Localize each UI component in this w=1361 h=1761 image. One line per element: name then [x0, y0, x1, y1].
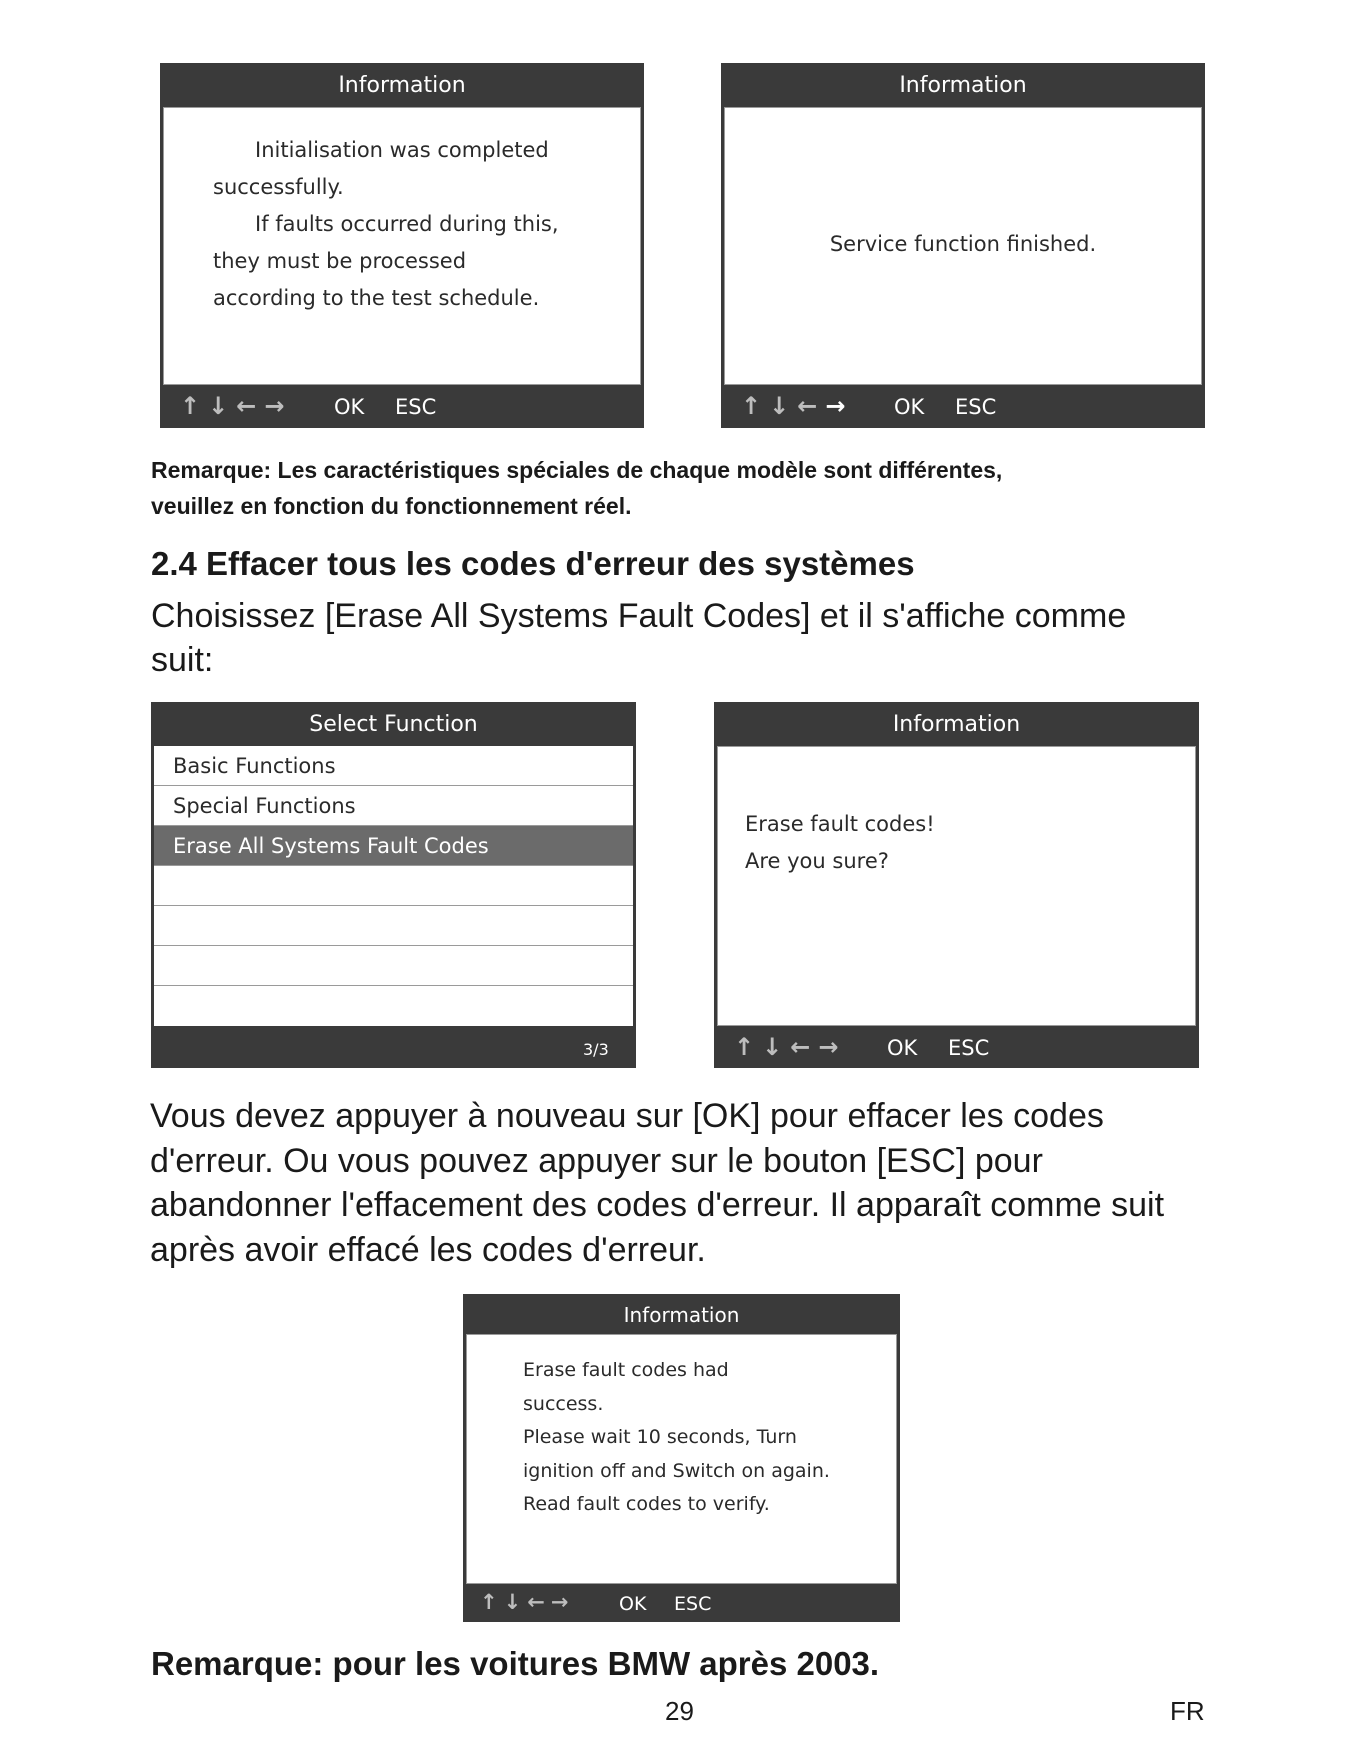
message-line: If faults occurred during this, — [255, 212, 559, 236]
menu-item-empty — [154, 946, 633, 986]
message-line: Erase fault codes! — [745, 812, 935, 836]
navigation-arrows — [741, 392, 845, 420]
intro-line: suit: — [151, 641, 214, 679]
section-intro — [151, 594, 1126, 682]
ok-button[interactable]: OK — [619, 1593, 647, 1615]
screen-title: Select Function — [309, 712, 478, 737]
message-line: according to the test schedule. — [213, 286, 540, 310]
ok-button[interactable]: OK — [894, 395, 925, 419]
erase-confirm-screen — [714, 702, 1199, 1068]
screen-title: Information — [892, 712, 1021, 737]
screen-title: Information — [623, 1303, 740, 1327]
remark-line: veuillez en fonction du fonctionnement réel. — [151, 493, 632, 519]
menu-item-special-functions[interactable]: Special Functions — [154, 786, 633, 826]
section-heading: 2.4 Effacer tous les codes d'erreur des systèmes — [151, 545, 915, 582]
arrow-up-icon[interactable]: ↑ — [734, 1033, 755, 1061]
arrow-right-icon[interactable]: → — [264, 392, 285, 420]
menu-item-empty — [154, 986, 633, 1026]
ok-button[interactable]: OK — [334, 395, 365, 419]
screen-body — [724, 107, 1202, 385]
paragraph-line: d'erreur. Ou vous pouvez appuyer sur le bouton [ESC] pour — [150, 1141, 1043, 1180]
esc-button[interactable]: ESC — [948, 1036, 990, 1060]
arrow-right-icon[interactable]: → — [818, 1033, 839, 1061]
page-number: 29 — [665, 1696, 694, 1726]
arrow-down-icon[interactable]: ↓ — [762, 1033, 783, 1061]
message-line: ignition off and Switch on again. — [523, 1459, 830, 1482]
menu-item-empty — [154, 906, 633, 946]
arrow-right-icon[interactable]: → — [550, 1590, 569, 1614]
paragraph-line: abandonner l'effacement des codes d'erreur. Il apparaît comme suit — [150, 1186, 1165, 1224]
message-line: Erase fault codes had — [523, 1359, 729, 1381]
arrow-down-icon[interactable]: ↓ — [769, 392, 790, 420]
screen-footer — [463, 1584, 900, 1622]
intro-line: Choisissez [Erase All Systems Fault Codes] et il s'affiche comme — [151, 597, 1127, 635]
screen-footer — [151, 1026, 636, 1068]
function-list — [154, 746, 633, 1026]
instruction-paragraph — [150, 1094, 1164, 1272]
info-screen-service-finished — [721, 63, 1205, 428]
screen-body — [163, 107, 641, 385]
remark-note — [151, 452, 1002, 524]
arrow-up-icon[interactable]: ↑ — [480, 1590, 498, 1614]
esc-button[interactable]: ESC — [955, 395, 997, 419]
menu-item-erase-all-fault-codes[interactable]: Erase All Systems Fault Codes — [154, 826, 633, 866]
esc-button[interactable]: ESC — [395, 395, 437, 419]
arrow-left-icon[interactable]: ← — [797, 392, 818, 420]
navigation-arrows — [480, 1590, 568, 1614]
message-line: Initialisation was completed — [255, 138, 549, 162]
message-line: they must be processed — [213, 249, 467, 273]
arrow-down-icon[interactable]: ↓ — [503, 1590, 522, 1614]
screen-body — [717, 746, 1196, 1026]
arrow-down-icon[interactable]: ↓ — [208, 392, 229, 420]
arrow-up-icon[interactable]: ↑ — [180, 392, 201, 420]
page-indicator: 3/3 — [583, 1040, 609, 1059]
select-function-screen — [151, 702, 636, 1068]
arrow-left-icon[interactable]: ← — [236, 392, 257, 420]
remark-line: Remarque: Les caractéristiques spéciales de chaque modèle sont différentes, — [151, 457, 1003, 483]
message-line: Are you sure? — [745, 849, 889, 873]
menu-item-empty — [154, 866, 633, 906]
message-line: Read fault codes to verify. — [523, 1493, 770, 1515]
screen-title: Information — [338, 73, 466, 98]
message-line: success. — [523, 1392, 604, 1415]
menu-item-basic-functions[interactable]: Basic Functions — [154, 746, 633, 786]
message-line: successfully. — [213, 175, 344, 199]
paragraph-line: après avoir effacé les codes d'erreur. — [150, 1230, 706, 1269]
navigation-arrows — [180, 392, 284, 420]
message-line: Service function finished. — [829, 232, 1097, 256]
navigation-arrows — [734, 1033, 838, 1061]
erase-success-screen — [463, 1294, 900, 1622]
message-line: Please wait 10 seconds, Turn — [523, 1426, 797, 1448]
screen-title: Information — [899, 73, 1027, 98]
ok-button[interactable]: OK — [887, 1036, 918, 1060]
arrow-left-icon[interactable]: ← — [527, 1590, 545, 1614]
language-code: FR — [1170, 1696, 1205, 1726]
info-screen-initialisation — [160, 63, 644, 428]
screen-footer — [721, 385, 1205, 428]
arrow-right-icon[interactable]: → — [825, 392, 846, 420]
screen-footer — [714, 1026, 1199, 1068]
screen-body — [466, 1334, 897, 1584]
screen-footer — [160, 385, 644, 428]
bmw-remark: Remarque: pour les voitures BMW après 2003. — [151, 1645, 880, 1682]
arrow-up-icon[interactable]: ↑ — [741, 392, 762, 420]
arrow-left-icon[interactable]: ← — [790, 1033, 811, 1061]
paragraph-line: Vous devez appuyer à nouveau sur [OK] pour effacer les codes — [150, 1097, 1104, 1135]
esc-button[interactable]: ESC — [674, 1593, 712, 1615]
